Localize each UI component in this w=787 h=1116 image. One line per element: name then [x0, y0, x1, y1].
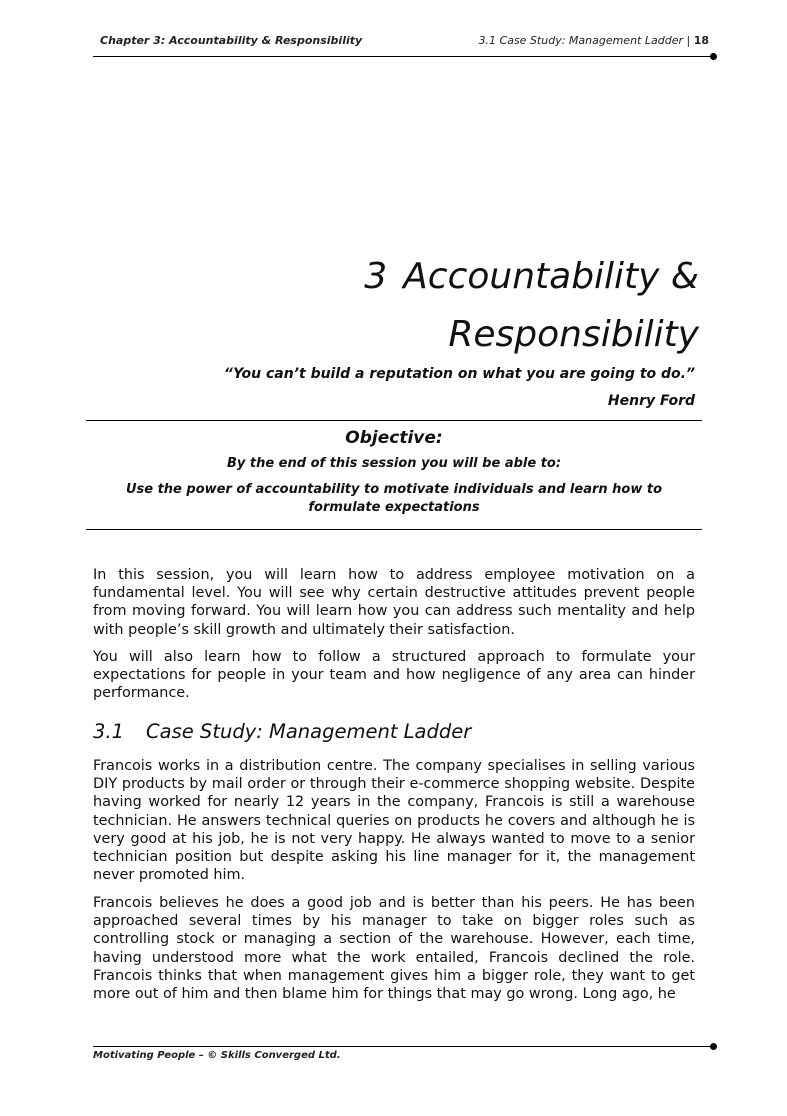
objective-box: [86, 428, 702, 517]
intro-paragraph-1: In this session, you will learn how to address employee motivation on a fundamental level. You will see why certain destructive attitudes prevent people from moving forward. You will learn how you can address such mentality and help with people’s skill growth and ultimately their satisfaction.: [93, 567, 695, 638]
section-paragraph-2: Francois believes he does a good job and is better than his peers. He has been approached several times by his manager to take on bigger roles such as controlling stock or managing a section of the warehouse. However, each time, having understood more what the work entailed, Francois declined the role. Francois thinks that when management gives him a bigger role, they want to get more out of him and then blame him for things that may go wrong. Long ago, he: [93, 895, 695, 1003]
chapter-title-line1: Accountability &: [403, 256, 699, 297]
page-footer: Motivating People – © Skills Converged Ltd.: [93, 1050, 341, 1061]
section-number: 3.1: [93, 720, 125, 743]
running-header-section-title: 3.1 Case Study: Management Ladder: [478, 34, 683, 47]
objective-title: Objective:: [345, 428, 443, 448]
running-header-section: [479, 34, 709, 47]
footer-rule: [93, 1046, 713, 1047]
epigraph-quote: “You can’t build a reputation on what you are going to do.”: [223, 366, 695, 382]
section-heading: [93, 720, 471, 743]
running-header-chapter: Chapter 3: Accountability & Responsibility: [100, 34, 363, 47]
page-number: 18: [693, 34, 709, 47]
header-rule: [93, 56, 713, 57]
section-title: Case Study: Management Ladder: [146, 720, 472, 743]
intro-paragraph-2: You will also learn how to follow a structured approach to formulate your expectations for people in your team and how negligence of any area can hinder performance.: [93, 649, 695, 702]
chapter-title: [199, 248, 699, 364]
objective-top-rule: [86, 420, 702, 421]
objective-text: Use the power of accountability to motivate individuals and learn how to formulate expectations: [125, 482, 663, 515]
section-paragraph-1: Francois works in a distribution centre. The company specialises in selling various DIY products by mail order or through their e-commerce shopping website. Despite having worked for nearly 12 years in the company, Francois is still a warehouse technician. He answers technical queries on products he covers and although he is very good at his job, he is not very happy. He always wanted to move to a senior technician position but despite asking his line manager for it, the management never promoted him.: [93, 758, 695, 884]
objective-bottom-rule: [86, 529, 702, 530]
running-header-separator: |: [682, 34, 694, 47]
chapter-number: 3: [364, 256, 388, 297]
footer-rule-dot: [710, 1043, 717, 1050]
epigraph-author: Henry Ford: [607, 393, 695, 409]
objective-subtitle: By the end of this session you will be able to:: [226, 456, 562, 471]
chapter-title-line2: Responsibility: [448, 314, 699, 355]
header-rule-dot: [710, 53, 717, 60]
